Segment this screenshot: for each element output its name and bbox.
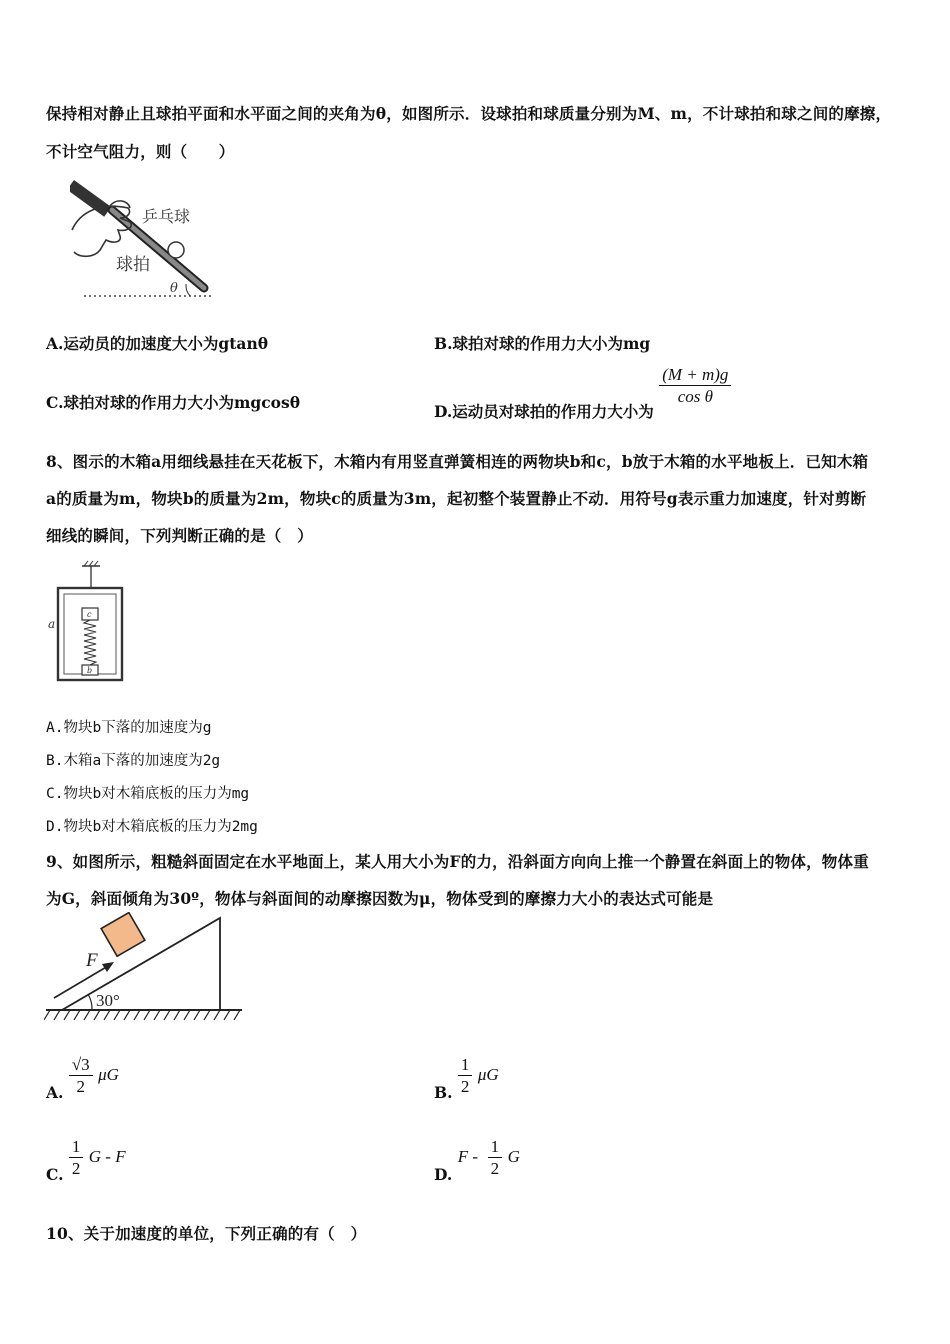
q9-c-numerator: 1 [69, 1136, 84, 1158]
q8-option-b[interactable]: B.木箱a下落的加速度为2g [46, 753, 221, 769]
q8-text-line-2: a的质量为m，物块b的质量为2m，物块c的质量为3m，起初整个装置静止不动．用符号g表示重力加速度，针对剪断 [46, 489, 867, 508]
q9-b-label: B. [434, 1082, 453, 1102]
q7-option-a[interactable]: A.运动员的加速度大小为gtanθ [46, 334, 269, 353]
q9-text-line-2: 为G，斜面倾角为30º，物体与斜面间的动摩擦因数为μ，物体受到的摩擦力大小的表达式可能是 [46, 889, 714, 908]
q9-option-d[interactable] [434, 1136, 520, 1184]
q7-option-d-fraction [659, 364, 731, 408]
q9-d-tail: G [507, 1146, 520, 1166]
label-c: c [87, 610, 92, 619]
spring-shape [84, 620, 96, 665]
label-ball: 乒乓球 [142, 207, 191, 226]
q8-option-d[interactable]: D.物块b对木箱底板的压力为2mg [46, 819, 258, 835]
q9-a-tail: μG [98, 1064, 119, 1084]
q9-b-fraction [458, 1054, 473, 1098]
q7-d-denominator: cos θ [677, 387, 713, 407]
q9-a-label: A. [46, 1082, 64, 1102]
q9-c-fraction [69, 1136, 84, 1180]
q7-option-c[interactable]: C.球拍对球的作用力大小为mgcosθ [46, 393, 301, 412]
q8-box-figure [46, 560, 130, 684]
q9-c-tail: G - F [88, 1146, 126, 1166]
q9-c-label: C. [46, 1164, 64, 1184]
label-racket: 球拍 [116, 255, 150, 275]
label-force: F [86, 950, 98, 971]
q7-option-b[interactable]: B.球拍对球的作用力大小为mg [434, 334, 651, 353]
label-theta: θ [170, 281, 178, 296]
q9-option-b[interactable] [434, 1054, 499, 1102]
label-angle: 30° [96, 991, 120, 1010]
label-a: a [48, 617, 56, 631]
q9-option-a[interactable] [46, 1054, 119, 1102]
q8-text-line-3: 细线的瞬间，下列判断正确的是（ ） [46, 526, 313, 545]
q9-d-fraction [488, 1136, 503, 1180]
q9-a-numerator: √3 [69, 1054, 93, 1076]
q9-b-numerator: 1 [458, 1054, 473, 1076]
q7-option-d[interactable] [434, 364, 731, 421]
q9-text-line-1: 9、如图所示，粗糙斜面固定在水平地面上，某人用大小为F的力，沿斜面方向向上推一个静置在斜面上的物体，物体重 [46, 852, 869, 871]
q9-d-numerator: 1 [488, 1136, 503, 1158]
q8-option-a[interactable]: A.物块b下落的加速度为g [46, 720, 212, 736]
q9-c-denominator: 2 [71, 1159, 81, 1179]
q8-text-line-1: 8、图示的木箱a用细线悬挂在天花板下，木箱内有用竖直弹簧相连的两物块b和c，b放于木箱的水平地板上．已知木箱 [46, 452, 869, 471]
q7-d-numerator: (M + m)g [659, 364, 731, 386]
q9-d-head: F - [457, 1146, 483, 1166]
q9-a-denominator: 2 [76, 1077, 86, 1097]
q10-text-line-1: 10、关于加速度的单位，下列正确的有（ ） [46, 1224, 367, 1243]
ball-shape [168, 242, 184, 258]
q7-text-line-1: 保持相对静止且球拍平面和水平面之间的夹角为θ，如图所示．设球拍和球质量分别为M、m，不计球拍和球之间的摩擦， [46, 104, 892, 123]
q9-incline-figure [44, 912, 244, 1024]
q7-option-d-prefix: D.运动员对球拍的作用力大小为 [434, 401, 654, 421]
label-b: b [87, 666, 93, 675]
q9-d-label: D. [434, 1164, 453, 1184]
q9-d-denominator: 2 [490, 1159, 500, 1179]
q7-racket-figure [70, 172, 220, 304]
q8-option-c[interactable]: C.物块b对木箱底板的压力为mg [46, 786, 250, 802]
q9-option-c[interactable] [46, 1136, 126, 1184]
q9-b-tail: μG [477, 1064, 499, 1084]
q9-b-denominator: 2 [460, 1077, 470, 1097]
q7-text-line-2: 不计空气阻力，则（ ） [46, 142, 235, 161]
block-shape [101, 913, 145, 957]
q9-a-fraction [69, 1054, 93, 1098]
